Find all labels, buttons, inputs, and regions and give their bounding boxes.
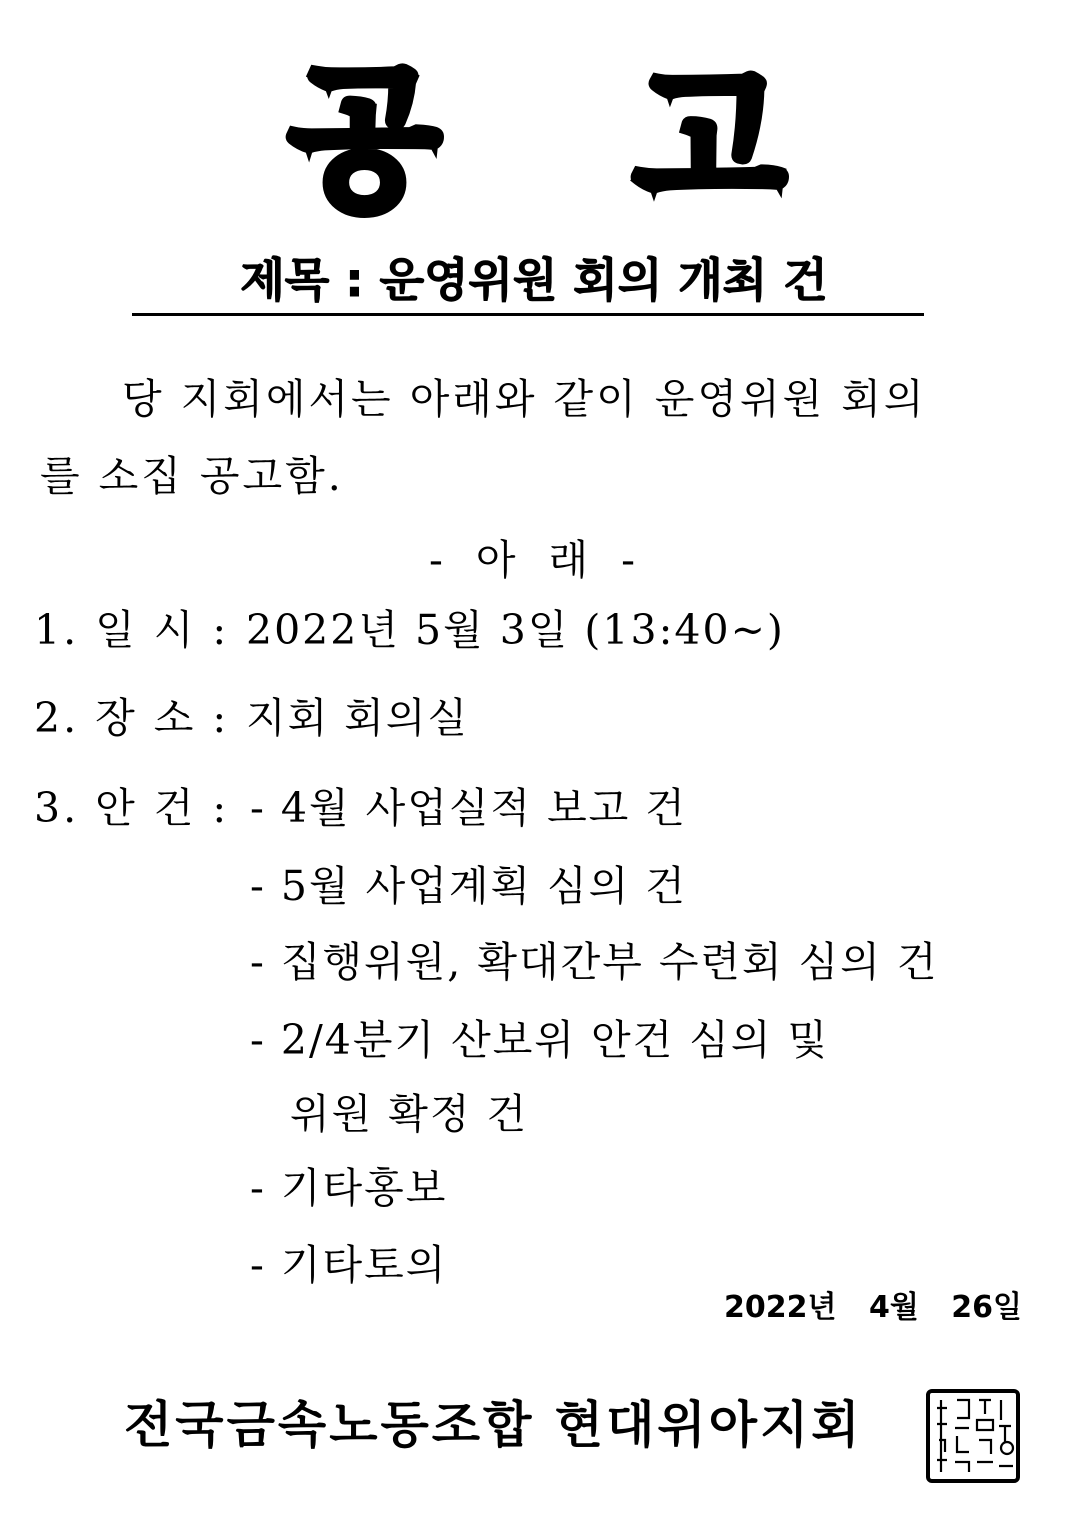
agenda-item-1: - 4월 사업실적 보고 건 [250,784,687,832]
item-place-value: 지회 회의실 [246,694,470,742]
intro-line-2: 를 소집 공고함. [40,452,344,500]
below-marker: - 아 래 - [428,536,646,584]
notice-heading: 공 고 [289,49,855,231]
subject-underline [132,313,924,316]
notice-date: 2022년 4월 26일 [724,1290,1022,1325]
notice-subject: 제목 : 운영위원 회의 개최 건 [240,253,828,307]
official-seal-icon [925,1388,1021,1484]
intro-line-1: 당 지회에서는 아래와 같이 운영위원 회의 [122,375,927,423]
item-datetime-value: 2022년 5월 3일 (13:40~) [246,606,785,654]
agenda-item-4-continued: 위원 확정 건 [290,1090,529,1138]
agenda-item-2: - 5월 사업계획 심의 건 [250,862,687,910]
item-agenda-label: 3. 안 건 : [34,784,230,832]
item-place-label: 2. 장 소 : [34,694,230,742]
agenda-item-6: - 기타토의 [250,1241,448,1289]
organization-name: 전국금속노동조합 현대위아지회 [124,1396,863,1454]
item-datetime-label: 1. 일 시 : [34,606,230,654]
agenda-item-4: - 2/4분기 산보위 안건 심의 및 [250,1016,830,1064]
agenda-item-3: - 집행위원, 확대간부 수련회 심의 건 [250,938,939,986]
agenda-item-5: - 기타홍보 [250,1164,448,1212]
